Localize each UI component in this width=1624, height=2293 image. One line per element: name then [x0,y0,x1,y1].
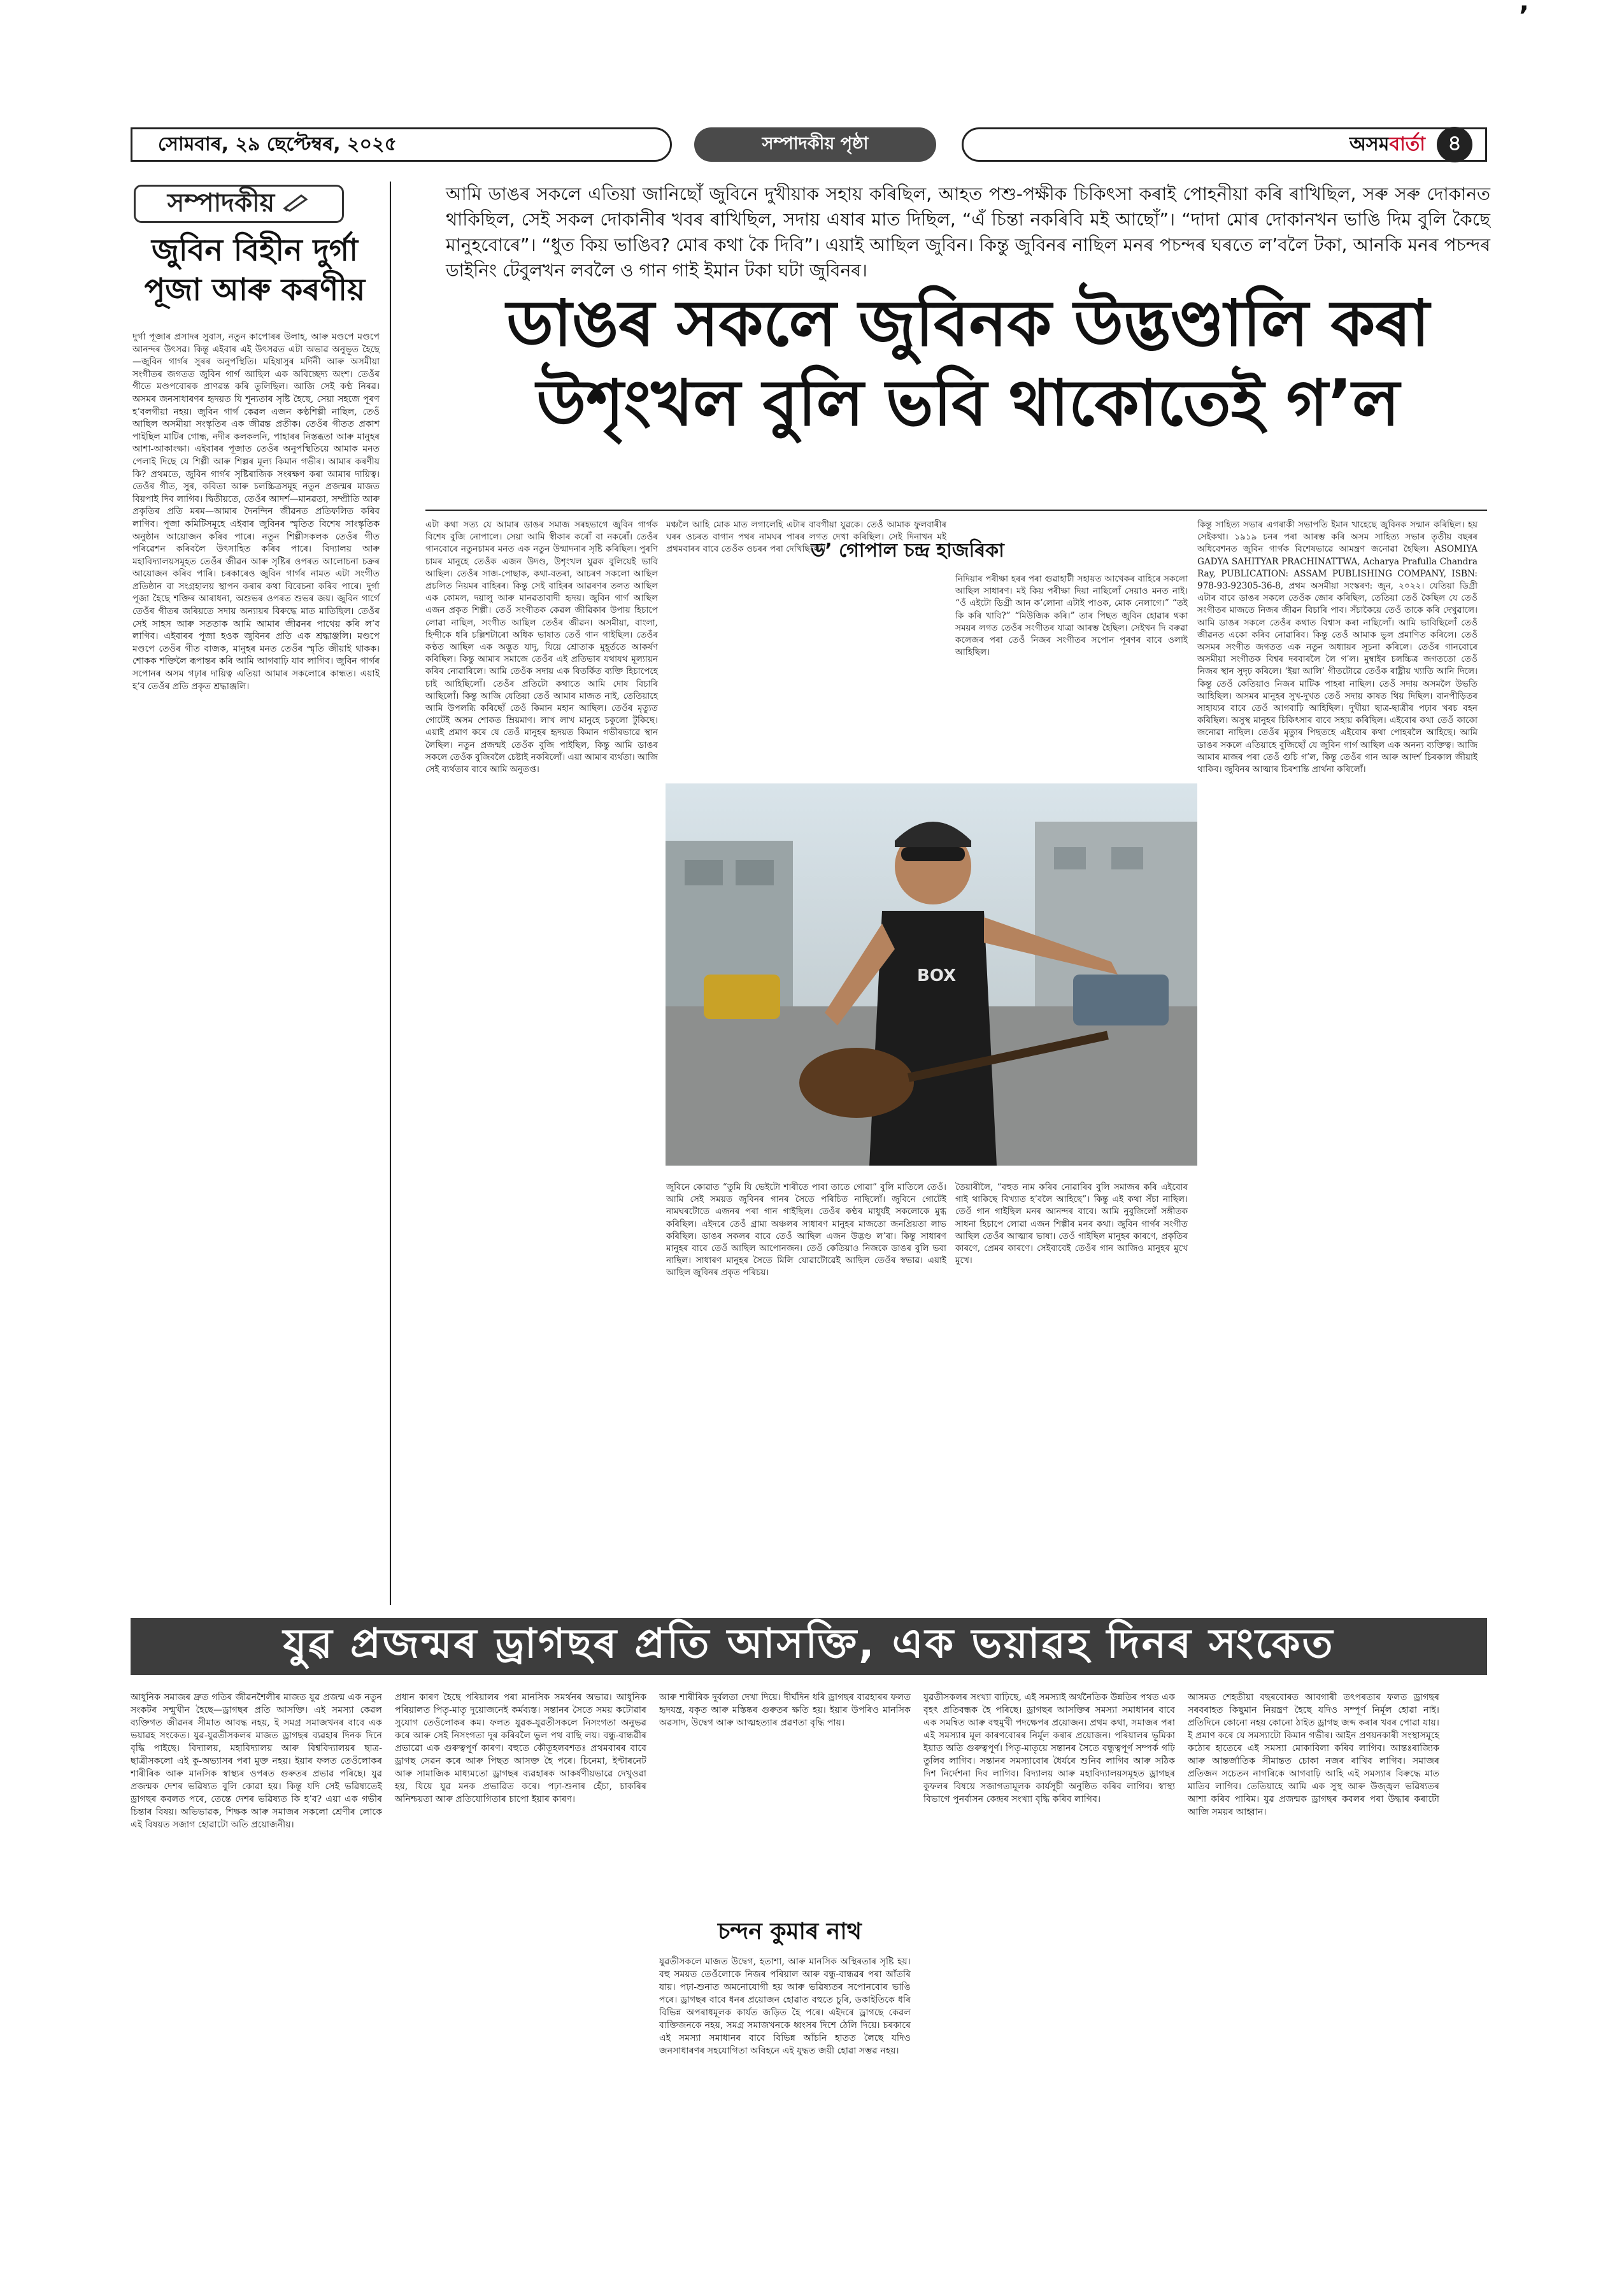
article-column-4: কিন্তু সাহিত্য সভাৰ এগৰাকী সভাপতি ইমান খাহেছে জুবিনক সন্মান কৰিছিল। হয় সেইকথা। ১৯১৯ চনৰ পৰা আৰম্ভ কৰি অসম সাহিত্য সভাৰ তৃতীয় বছৰৰ অধিবেশনত জুবিন গাৰ্গক বিশেষভাৱে আমন্ত্ৰণ জনোৱা হৈছিল। ASOMIYA GADYA SAHITYAR PRACHINATTWA, Acharya Prafulla Chandra Ray, PUBLICATION: ASSAM PUBLISHING COMPANY, ISBN: 978-93-92305-36-8, প্ৰথম অসমীয়া সংস্কৰণ: জুন, ২০২২। যেতিয়া ডিগ্ৰী এটাৰ বাবে ডাঙৰ সকলে তেওঁক জোৰ কৰিছিল, তেতিয়া তেওঁ কৈছিল যে তেওঁ সংগীতৰ মাজতে নিজৰ জীৱন বিচাৰি পাব। সঁচাকৈয়ে তেওঁ তাকে কৰি দেখুৱালে। আমি ডাঙৰ সকলে তেওঁৰ কথাত বিশ্বাস কৰা নাছিলোঁ। আমি ভাবিছিলোঁ তেওঁ জীৱনত একো কৰিব নোৱাৰিব। কিন্তু তেওঁ আমাক ভুল প্ৰমাণিত কৰিলে। তেওঁ অসমৰ সংগীত জগতত এক নতুন অধ্যায়ৰ সূচনা কৰিলে। তেওঁৰ গানবোৰে অসমীয়া সংগীতক বিশ্বৰ দৰবাৰলৈ লৈ গ’ল। মুম্বাইৰ চলচ্চিত্ৰ জগততো তেওঁ নিজৰ স্থান সুদৃঢ় কৰিলে। ‘ইয়া আলি’ গীতটোৱে তেওঁক ৰাষ্ট্ৰীয় খ্যাতি আনি দিলে। কিন্তু তেওঁ কেতিয়াও নিজৰ মাটিক পাহৰা নাছিল। তেওঁ সদায় অসমলৈ উভতি আহিছিল। অসমৰ মানুহৰ সুখ-দুখত তেওঁ সদায় কাষত থিয় দিছিল। বানপীড়িতৰ সাহায্যৰ বাবে তেওঁ আগবাঢ়ি আহিছিল। দুখীয়া ছাত্ৰ-ছাত্ৰীৰ পঢ়াৰ খৰচ বহন কৰিছিল। অসুস্থ মানুহৰ চিকিৎসাৰ বাবে সহায় কৰিছিল। এইবোৰ কথা তেওঁ কাকো জনোৱা নাছিল। তেওঁৰ মৃত্যুৰ পিছতহে এইবোৰ কথা পোহৰলৈ আহিছে। আমি ডাঙৰ সকলে এতিয়াহে বুজিছোঁ যে জুবিন গাৰ্গ আছিল এক অনন্য ব্যক্তিত্ব। আজি আমাৰ মাজৰ পৰা তেওঁ গুচি গ’ল, কিন্তু তেওঁৰ গান আৰু আদৰ্শ চিৰকাল জীয়াই থাকিব। জুবিনৰ আত্মাৰ চিৰশান্তি প্ৰাৰ্থনা কৰিলোঁ। [1197,520,1481,775]
article-photo [666,783,1197,1166]
second-article-headline-text: যুৱ প্ৰজন্মৰ ড্ৰাগছৰ প্ৰতি আসক্তি, এক ভয়াৱহ দিনৰ সংকেত [283,1620,1335,1668]
second-article-headline [131,1618,1487,1675]
headline-rule [425,510,1487,511]
pen-icon [282,189,310,218]
masthead [962,127,1487,162]
page-corner-mark: ’ [1519,0,1529,31]
page-number: ৪ [1437,127,1472,162]
article-column-1: এটা কথা সত্য যে আমাৰ ডাঙৰ সমাজ সৰহভাগে জুবিন গাৰ্গক বিশেষ বুজি নোপালে। সেয়া আমি স্বীকাৰ কৰোঁ বা নকৰোঁ। তেওঁৰ গানবোৰে নতুনচামৰ মনত এক নতুন উন্মাদনাৰ সৃষ্টি কৰিছিল। পুৰণি চামৰ মানুহে তেওঁক এজন উদণ্ড, উশৃংখল যুৱক বুলিয়েই ভাবি আছিল। তেওঁৰ সাজ-পোছাক, কথা-বতৰা, আচৰণ সকলো আছিল প্ৰচলিত নিয়মৰ বাহিৰৰ। কিন্তু সেই বাহিৰৰ আৱৰণৰ তলত আছিল এক কোমল, দয়ালু আৰু মানৱতাবাদী হৃদয়। জুবিন গাৰ্গ আছিল এজন প্ৰকৃত শিল্পী। তেওঁ সংগীতক কেৱল জীৱিকাৰ উপায় হিচাপে লোৱা নাছিল, সংগীত আছিল তেওঁৰ জীৱন। অসমীয়া, বাংলা, হিন্দীকে ধৰি চল্লিশটাৰো অধিক ভাষাত তেওঁ গান গাইছিল। তেওঁৰ কণ্ঠত আছিল এক অদ্ভুত যাদু, যিয়ে শ্ৰোতাক মুহূৰ্ততে আকৰ্ষণ কৰিছিল। কিন্তু আমাৰ সমাজে তেওঁৰ এই প্ৰতিভাৰ যথাযথ মূল্যায়ন কৰিব নোৱাৰিলে। আমি তেওঁক সদায় এক বিতৰ্কিত ব্যক্তি হিচাপেহে চাই আহিছিলোঁ। তেওঁৰ প্ৰতিটো কথাতে আমি দোষ বিচাৰি আছিলোঁ। কিন্তু আজি যেতিয়া তেওঁ আমাৰ মাজত নাই, তেতিয়াহে আমি উপলব্ধি কৰিছোঁ তেওঁ কিমান মহান আছিল। তেওঁৰ মৃত্যুত গোটেই অসম শোকত ম্ৰিয়মাণ। লাখ লাখ মানুহে চকুলো টুকিছে। এয়াই প্ৰমাণ কৰে যে তেওঁ মানুহৰ হৃদয়ত কিমান গভীৰভাৱে স্থান লৈছিল। নতুন প্ৰজন্মই তেওঁক বুজি পাইছিল, কিন্তু আমি ডাঙৰ সকলে তেওঁক বুজিবলৈ চেষ্টাই নকৰিলোঁ। এয়া আমাৰ ব্যৰ্থতা। আজি সেই ব্যৰ্থতাৰ বাবে আমি অনুতপ্ত। [425,520,661,775]
second-article-column-2: প্ৰধান কাৰণ হৈছে পৰিয়ালৰ পৰা মানসিক সমৰ্থনৰ অভাৱ। আধুনিক পৰিয়ালত পিতৃ-মাতৃ দুয়োজনেই কৰ্মব্যস্ত। সন্তানৰ সৈতে সময় কটোৱাৰ সুযোগ তেওঁলোকৰ কম। ফলত যুৱক-যুৱতীসকলে নিসংগতা অনুভৱ কৰে আৰু সেই নিসংগতা দূৰ কৰিবলৈ ভুল পথ বাছি লয়। বন্ধু-বান্ধৱীৰ প্ৰভাৱো এক গুৰুত্বপূৰ্ণ কাৰণ। বহুতে কৌতূহলবশতঃ প্ৰথমবাৰৰ বাবে ড্ৰাগছ সেৱন কৰে আৰু পিছত আসক্ত হৈ পৰে। চিনেমা, ইণ্টাৰনেট আৰু সামাজিক মাধ্যমতো ড্ৰাগছৰ ব্যৱহাৰক আকৰ্ষণীয়ভাৱে দেখুওৱা হয়, যিয়ে যুৱ মনক প্ৰভাৱিত কৰে। পঢ়া-শুনাৰ হেঁচা, চাকৰিৰ অনিশ্চয়তা আৰু প্ৰতিযোগিতাৰ চাপো ইয়াৰ কাৰণ। [395,1692,650,1804]
article-column-3: নিদিয়াৰ পৰীক্ষা হৰৰ পৰা গুৱাহাটী সহায়ত আখেকৰ বাহিৰে সকলো আছিল সাধাৰণ। মই কিয় পৰীক্ষা দিয়া নাছিলোঁ সেয়াও মনত নাই। “ওঁ এইটো ডিগ্ৰী আন ক’লোনা এটাই পাওক, মোক নেলাগে।” “তই কি কৰি খাবি?” “মিউজিক কৰি।” তাৰ পিছত জুবিন হোৱাৰ থকা সময়ৰ লগত তেওঁৰ সংগীতৰ যাত্ৰা আৰম্ভ হৈছিল। সেইখন দি বৰুৱা কলেজৰ পৰা তেওঁ নিজৰ সংগীতৰ সপোন পূৰণৰ বাবে ওলাই আহিছিল। [955,574,1191,658]
issue-date-text: সোমবাৰ, ২৯ ছেপ্টেম্বৰ, ২০২৫ [158,132,397,155]
editorial-tag [134,185,344,223]
article-column-2-lower: জুবিনে কোৱাত “তুমি যি ভেইটো শাৰীতে পাবা তাতে গোৱা” বুলি মাতিলে তেওঁ। আমি সেই সময়ত জুবিনৰ গানৰ সৈতে পৰিচিত নাছিলোঁ। জুবিনে গোটেই নামঘৰটোতে এজনৰ পৰা গান গাইছিল। তেওঁৰ কণ্ঠৰ মাধুৰ্যই সকলোকে মুগ্ধ কৰিছিল। এইদৰে তেওঁ গ্ৰাম্য অঞ্চলৰ সাধাৰণ মানুহৰ মাজতো জনপ্ৰিয়তা লাভ কৰিছিল। ডাঙৰ সকলৰ বাবে তেওঁ আছিল এজন উদ্ভণ্ড ল’ৰা। কিন্তু সাধাৰণ মানুহৰ বাবে তেওঁ আছিল আপোনজন। তেওঁ কেতিয়াও নিজকে ডাঙৰ বুলি ভবা নাছিল। সাধাৰণ মানুহৰ সৈতে মিলি যোৱাটোৱেই আছিল তেওঁৰ স্বভাৱ। এয়াই আছিল জুবিনৰ প্ৰকৃত পৰিচয়। [666,1182,950,1278]
section-label [694,127,936,162]
section-label-text: সম্পাদকীয় পৃষ্ঠা [762,133,869,154]
second-article-column-3-lower: যুৱতীসকলে মাজত উদ্বেগ, হতাশা, আৰু মানসিক অস্থিৰতাৰ সৃষ্টি হয়। বহু সময়ত তেওঁলোকে নিজৰ পৰিয়াল আৰু বন্ধু-বান্ধৱৰ পৰা আঁতৰি যায়। পঢ়া-শুনাত অমনোযোগী হয় আৰু ভৱিষ্যতৰ সপোনবোৰ ভাঙি পৰে। ড্ৰাগছৰ বাবে ধনৰ প্ৰয়োজন হোৱাত বহুতে চুৰি, ডকাইতিকে ধৰি বিভিন্ন অপৰাধমূলক কাৰ্যত জড়িত হৈ পৰে। এইদৰে ড্ৰাগছে কেৱল ব্যক্তিজনকে নহয়, সমগ্ৰ সমাজখনকে ধ্বংসৰ দিশে ঠেলি দিয়ে। চৰকাৰে এই সমস্যা সমাধানৰ বাবে বিভিন্ন আঁচনি হাতত লৈছে যদিও জনসাধাৰণৰ সহযোগিতা অবিহনে এই যুদ্ধত জয়ী হোৱা সম্ভৱ নহয়। [659,1957,914,2056]
editorial-body: দুৰ্গা পূজাৰ প্ৰসাদৰ সুবাস, নতুন কাপোৰৰ উলাহ, আৰু মণ্ডপে মণ্ডপে আনন্দৰ উৎসৱ। কিন্তু এইবাৰ এই উৎসৱত এটা অভাৱ অনুভূত হৈছে—জুবিন গাৰ্গৰ সুৰৰ অনুপস্থিতি। মহিষাসুৰ মৰ্দিনী আৰু অসমীয়া সংগীতৰ জগতত জুবিন গাৰ্গ আছিল এক অবিচ্ছেদ্য অংশ। তেওঁৰ গীতে মণ্ডপবোৰক প্ৰাণৱন্ত কৰি তুলিছিল। আজি সেই কণ্ঠ নিৰৱ। অসমৰ জনসাধাৰণৰ হৃদয়ত যি শূন্যতাৰ সৃষ্টি হৈছে, সেয়া সহজে পূৰণ হ’বলগীয়া নহয়। জুবিন গাৰ্গ কেৱল এজন কণ্ঠশিল্পী নাছিল, তেওঁ আছিল অসমীয়া সংস্কৃতিৰ এক জীৱন্ত প্ৰতীক। তেওঁৰ গীতত প্ৰকাশ পাইছিল মাটিৰ গোন্ধ, নদীৰ কলকলনি, পাহাৰৰ নিস্তব্ধতা আৰু মানুহৰ আশা-আকাংক্ষা। এইবাৰৰ পূজাত তেওঁৰ অনুপস্থিতিয়ে আমাক মনত পেলাই দিছে যে শিল্পী আৰু শিল্পৰ মূল্য কিমান গভীৰ। আমাৰ কৰণীয় কি? প্ৰথমতে, জুবিন গাৰ্গৰ সৃষ্টিৰাজিক সংৰক্ষণ কৰা আমাৰ দায়িত্ব। তেওঁৰ গীত, সুৰ, কবিতা আৰু চলচ্চিত্ৰসমূহ নতুন প্ৰজন্মৰ মাজত বিয়পাই দিব লাগিব। দ্বিতীয়তে, তেওঁৰ আদৰ্শ—মানৱতা, সম্প্ৰীতি আৰু প্ৰকৃতিৰ প্ৰতি মৰম—আমাৰ দৈনন্দিন জীৱনত প্ৰতিফলিত কৰিব লাগিব। পূজা কমিটিসমূহে এইবাৰ জুবিনৰ স্মৃতিত বিশেষ সাংস্কৃতিক অনুষ্ঠান আয়োজন কৰিব পাৰে। নতুন শিল্পীসকলক তেওঁৰ গীত পৰিৱেশন কৰিবলৈ উৎসাহিত কৰিব পাৰে। বিদ্যালয় আৰু মহাবিদ্যালয়সমূহত তেওঁৰ জীৱন আৰু সৃষ্টিৰ ওপৰত আলোচনা চক্ৰৰ আয়োজন কৰিব পাৰি। চৰকাৰেও জুবিন গাৰ্গৰ নামত এটা সংগীত প্ৰতিষ্ঠান বা সংগ্ৰহালয় স্থাপন কৰাৰ কথা বিবেচনা কৰিব পাৰে। দুৰ্গা পূজা হৈছে শক্তিৰ আৰাধনা, অশুভৰ ওপৰত শুভৰ জয়। জুবিন গাৰ্গে তেওঁৰ গীতৰ জৰিয়তে সদায় অন্যায়ৰ বিৰুদ্ধে মাত মাতিছিল। তেওঁৰ সেই সাহস আৰু সততাক আমি আমাৰ জীৱনৰ পাথেয় কৰি ল’ব লাগিব। এইবাৰৰ পূজা হওক জুবিনৰ প্ৰতি এক শ্ৰদ্ধাঞ্জলি। মণ্ডপে মণ্ডপে তেওঁৰ গীত বাজক, মানুহৰ মনত তেওঁৰ স্মৃতি জীয়াই থাকক। শোকক শক্তিলৈ ৰূপান্তৰ কৰি আমি আগবাঢ়ি যাব লাগিব। জুবিন গাৰ্গৰ সপোনৰ অসম গঢ়াৰ দায়িত্ব এতিয়া আমাৰ সকলোৰে কান্ধত। এয়াই হ’ব তেওঁৰ প্ৰতি প্ৰকৃত শ্ৰদ্ধাঞ্জলি। [132,332,383,692]
second-article-column-5: আসমত শেহতীয়া বছৰবোৰত আবগাৰী তৎপৰতাৰ ফলত ড্ৰাগছৰ সৰবৰাহত কিছুমান নিয়ন্ত্ৰণ হৈছে যদিও সম্পূৰ্ণ নিৰ্মূল হোৱা নাই। প্ৰতিদিনে কোনো নহয় কোনো ঠাইত ড্ৰাগছ জব্দ কৰাৰ খবৰ পোৱা যায়। ই প্ৰমাণ কৰে যে সমস্যাটো কিমান গভীৰ। আইন প্ৰণয়নকাৰী সংস্থাসমূহে কঠোৰ হাতেৰে এই সমস্যা মোকাবিলা কৰিব লাগিব। আন্তঃৰাজ্যিক আৰু আন্তৰ্জাতিক সীমান্তত চোকা নজৰ ৰাখিব লাগিব। সমাজৰ প্ৰতিজন সচেতন নাগৰিকে আগবাঢ়ি আহি এই সমস্যাৰ বিৰুদ্ধে মাত মাতিব লাগিব। তেতিয়াহে আমি এক সুস্থ আৰু উজ্জ্বল ভৱিষ্যতৰ আশা কৰিব পাৰিম। যুৱ প্ৰজন্মক ড্ৰাগছৰ কবলৰ পৰা উদ্ধাৰ কৰাটো আজি সময়ৰ আহ্বান। [1188,1692,1442,1817]
second-article-column-4: যুৱতীসকলৰ সংখ্যা বাঢ়িছে, এই সমস্যাই অৰ্থনৈতিক উন্নতিৰ পথত এক বৃহৎ প্ৰতিবন্ধক হৈ পৰিছে। ড্ৰাগছৰ আসক্তিৰ সমস্যা সমাধানৰ বাবে এক সমন্বিত আৰু বহুমুখী পদক্ষেপৰ প্ৰয়োজন। প্ৰথম কথা, সমাজৰ পৰা এই সমস্যাৰ মূল কাৰণবোৰৰ নিৰ্মূল কৰাৰ প্ৰয়োজন। পৰিয়ালৰ ভূমিকা ইয়াত অতি গুৰুত্বপূৰ্ণ। পিতৃ-মাতৃয়ে সন্তানৰ সৈতে বন্ধুত্বপূৰ্ণ সম্পৰ্ক গঢ়ি তুলিব লাগিব। সন্তানৰ সমস্যাবোৰ ধৈৰ্যৰে শুনিব লাগিব আৰু সঠিক দিশ নিৰ্দেশনা দিব লাগিব। বিদ্যালয় আৰু মহাবিদ্যালয়সমূহত ড্ৰাগছৰ কুফলৰ বিষয়ে সজাগতামূলক কাৰ্যসূচী অনুষ্ঠিত কৰিব লাগিব। স্বাস্থ্য বিভাগে পুনৰ্বাসন কেন্দ্ৰৰ সংখ্যা বৃদ্ধি কৰিব লাগিব। [923,1692,1178,1804]
article-intro: আমি ডাঙৰ সকলে এতিয়া জানিছোঁ জুবিনে দুখীয়াক সহায় কৰিছিল, আহত পশু-পক্ষীক চিকিৎসা কৰাই পোহনীয়া কৰি ৰাখিছিল, সৰু সৰু দোকানত থাকিছিল, সেই সকল দোকানীৰ খবৰ ৰাখিছিল, সদায় এষাৰ মাত দিছিল, “এঁ চিন্তা নকৰিবি মই আছোঁ”। “দাদা মোৰ দোকানখন ভাঙি দিম বুলি কৈছে মানুহবোৰে”। “ধুত কিয় ভাঙিব? মোৰ কথা কৈ দিবি”। এয়াই আছিল জুবিন। কিন্তু জুবিনৰ নাছিল মনৰ পচন্দৰ ঘৰতে ল’বলৈ টকা, আনকি মনৰ পচন্দৰ ডাইনিং টেবুলখন লবলৈ ও গান গাই ইমান টকা ঘটা জুবিনৰ। [446,183,1490,281]
article-column-3-lower: তৈয়াৰীলৈ, “বহুত নাম কৰিব নোৱাৰিব বুলি সমাজৰ কৰি এইবোৰ গাই থাকিছে বিখ্যাত হ’বলৈ আহিছে”। কিন্তু এই কথা সঁচা নাছিল। তেওঁ গান গাইছিল মনৰ আনন্দৰ বাবে। আমি নুবুজিলোঁ সঙ্গীতক সাধনা হিচাপে লোৱা এজন শিল্পীৰ মনৰ কথা। জুবিন গাৰ্গৰ সংগীত আছিল তেওঁৰ আত্মাৰ ভাষা। তেওঁ গাইছিল মানুহৰ কাৰণে, প্ৰকৃতিৰ কাৰণে, প্ৰেমৰ কাৰণে। সেইবাবেই তেওঁৰ গান আজিও মানুহৰ মুখে মুখে। [955,1182,1191,1266]
second-article-column-1: আধুনিক সমাজৰ দ্ৰুত গতিৰ জীৱনশৈলীৰ মাজত যুৱ প্ৰজন্ম এক নতুন সংকটৰ সন্মুখীন হৈছে—ড্ৰাগছৰ প্ৰতি আসক্তি। এই সমস্যা কেৱল ব্যক্তিগত জীৱনৰ সীমাত আবদ্ধ নহয়, ই সমগ্ৰ সমাজখনৰ বাবে এক ভয়াৱহ সংকেত। যুৱ-যুৱতীসকলৰ মাজত ড্ৰাগছৰ ব্যৱহাৰ দিনক দিনে বৃদ্ধি পাইছে। বিদ্যালয়, মহাবিদ্যালয় আৰু বিশ্ববিদ্যালয়ৰ ছাত্ৰ-ছাত্ৰীসকলো এই কু-অভ্যাসৰ পৰা মুক্ত নহয়। ইয়াৰ ফলত তেওঁলোকৰ শাৰীৰিক আৰু মানসিক স্বাস্থ্যৰ ওপৰত গুৰুতৰ প্ৰভাৱ পৰিছে। যুৱ প্ৰজন্মক দেশৰ ভৱিষ্যত বুলি কোৱা হয়। কিন্তু যদি সেই ভৱিষ্যতেই ড্ৰাগছৰ কবলত পৰে, তেন্তে দেশৰ ভৱিষ্যত কি হ’ব? এয়া এক গভীৰ চিন্তাৰ বিষয়। অভিভাৱক, শিক্ষক আৰু সমাজৰ সকলো শ্ৰেণীৰ লোকে এই বিষয়ত সজাগ হোৱাটো অতি প্ৰয়োজনীয়। [131,1692,385,1830]
second-article-column-3: আৰু শাৰীৰিক দুৰ্বলতা দেখা দিয়ে। দীৰ্ঘদিন ধৰি ড্ৰাগছৰ ব্যৱহাৰৰ ফলত হৃদযন্ত্ৰ, যকৃত আৰু মস্তিষ্কৰ গুৰুতৰ ক্ষতি হয়। ইয়াৰ উপৰিও মানসিক অৱসাদ, উদ্বেগ আৰু আত্মহত্যাৰ প্ৰৱণতা বৃদ্ধি পায়। [659,1692,914,1728]
article-headline: ডাঙৰ সকলে জুবিনক উদ্ভণ্ডালি কৰা উশৃংখল বুলি ভবি থাকোতেই গ’ল [506,286,1430,440]
shirt-text: BOX [917,966,957,985]
article-column-2: মঞ্চলৈ আহি মোক মাত লগালেহি এটাৰ বাবগীয়া যুৱকে। তেওঁ আমাক ফুলবাৰীৰ ঘৰৰ ওচৰত বাগান পথৰ নামঘৰ পাৰৰ লগত দেখা কৰিছিল। সেই দিনাখন মই প্ৰথমবাৰৰ বাবে তেওঁক ওচৰৰ পৰা দেখিছিলোঁ। [666,520,950,555]
issue-date [131,127,672,162]
column-divider [390,182,391,1605]
second-article-byline: চন্দন কুমাৰ নাথ [718,1918,862,1945]
editorial-tag-label: সম্পাদকীয় [167,188,275,218]
newspaper-logo: অসমবাৰ্তা [1349,132,1425,155]
editorial-title: জুবিন বিহীন দুৰ্গা পূজা আৰু কৰণীয় [144,232,366,308]
article-byline: ড’ গোপাল চন্দ্ৰ হাজৰিকা [811,539,1004,562]
